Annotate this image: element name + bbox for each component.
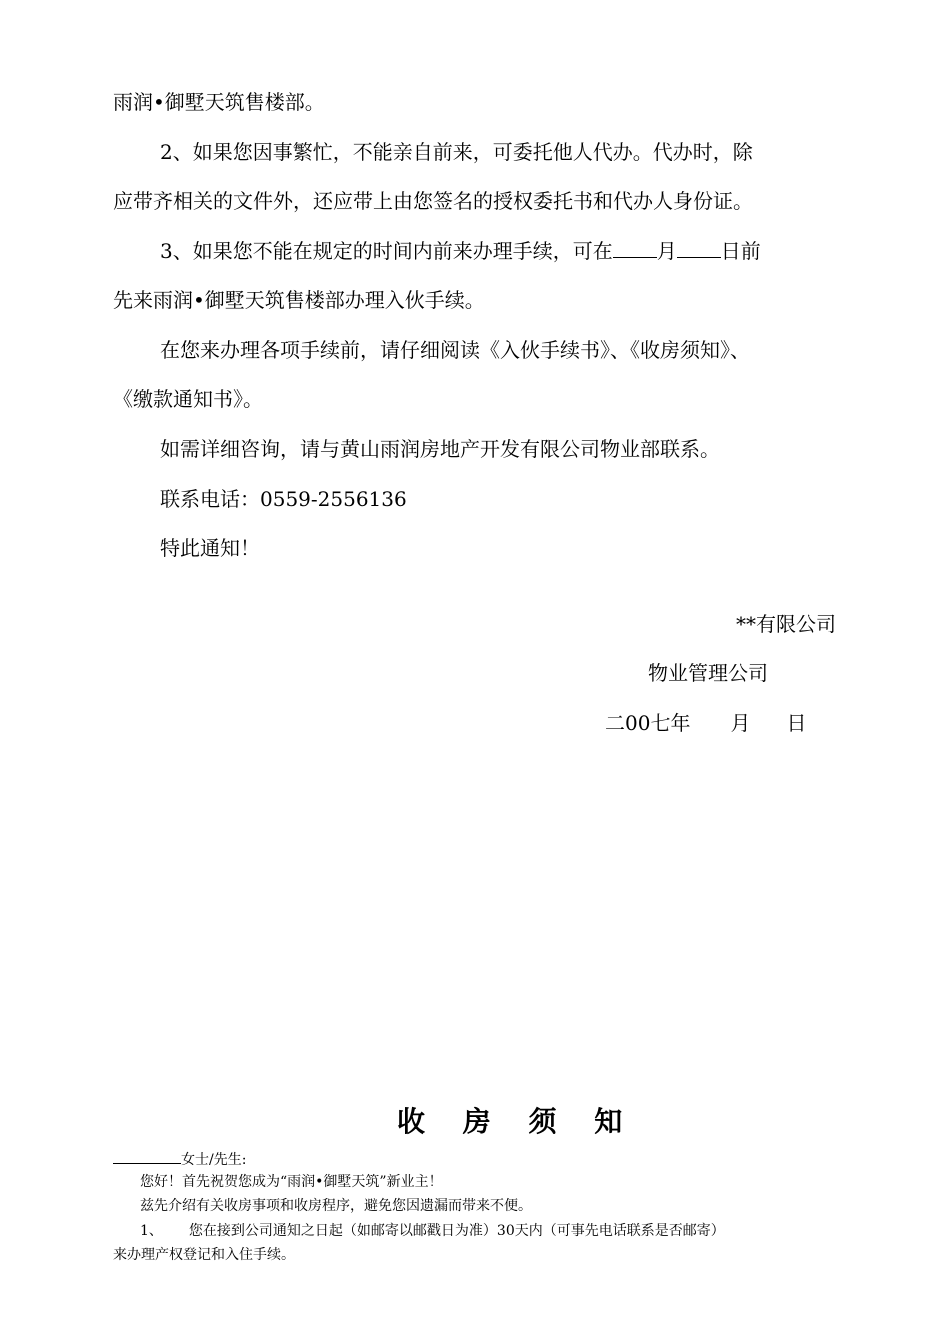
notice-line-5: 先来雨润•御墅天筑售楼部办理入伙手续。 <box>113 288 485 312</box>
notice-line-4-text: 3、如果您不能在规定的时间内前来办理手续，可在 <box>160 239 613 263</box>
notice-closing: 特此通知！ <box>160 536 260 560</box>
month-label: 月 <box>656 239 677 263</box>
notice-line-4 <box>160 239 761 263</box>
item-1 <box>140 1222 725 1240</box>
signature-company: **有限公司 <box>736 612 836 636</box>
signature-dept: 物业管理公司 <box>648 661 768 685</box>
notice-line-2: 2、如果您因事繁忙，不能亲自前来，可委托他人代办。代办时，除 <box>160 140 753 164</box>
item-1-continuation: 来办理产权登记和入住手续。 <box>113 1247 295 1263</box>
date-year: 二00七年 <box>605 711 691 735</box>
name-blank <box>113 1149 181 1164</box>
signature-date <box>605 711 806 735</box>
salutation <box>113 1149 246 1169</box>
date-month: 月 <box>730 711 751 735</box>
month-blank <box>613 239 657 258</box>
notice-line-1: 雨润•御墅天筑售楼部。 <box>113 90 325 114</box>
salutation-text: 女士/先生: <box>181 1152 247 1168</box>
day-blank <box>677 239 721 258</box>
day-label: 日前 <box>720 239 761 263</box>
notice-line-3: 应带齐相关的文件外，还应带上由您签名的授权委托书和代办人身份证。 <box>113 189 753 213</box>
item-1-text: 您在接到公司通知之日起（如邮寄以邮戳日为准）30天内（可事先电话联系是否邮寄） <box>188 1223 725 1239</box>
greeting-paragraph: 您好！首先祝贺您成为“雨润•御墅天筑”新业主！ <box>140 1174 443 1190</box>
notice-line-6: 在您来办理各项手续前，请仔细阅读《入伙手续书》、《收房须知》、 <box>160 338 750 362</box>
notice-line-7: 《缴款通知书》。 <box>113 387 263 411</box>
contact-phone: 联系电话：0559-2556136 <box>160 487 407 511</box>
intro-paragraph: 兹先介绍有关收房事项和收房程序，避免您因遗漏而带来不便。 <box>140 1198 532 1214</box>
date-day: 日 <box>786 711 807 735</box>
notice-line-8: 如需详细咨询，请与黄山雨润房地产开发有限公司物业部联系。 <box>160 437 720 461</box>
item-1-number: 1、 <box>140 1223 163 1239</box>
section-title: 收 房 须 知 <box>397 1105 637 1138</box>
